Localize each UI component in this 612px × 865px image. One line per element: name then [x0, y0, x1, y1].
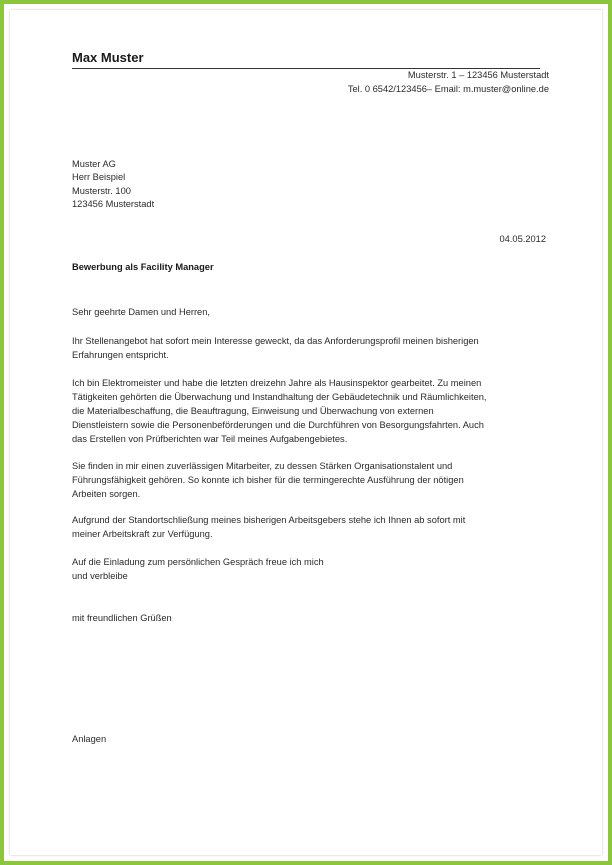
- body-paragraph: [72, 459, 542, 501]
- salutation: [72, 305, 542, 319]
- paragraph-line: Dienstleistern sowie die Personenbeförderungen und die Durchführen von Besorgungsfahrten. Auch: [72, 420, 484, 430]
- paragraph-line: Sie finden in mir einen zuverlässigen Mitarbeiter, zu dessen Stärken Organisationstalent und: [72, 461, 453, 471]
- header-divider: [72, 68, 540, 69]
- sender-name: Max Muster: [72, 50, 144, 65]
- recipient-line: Musterstr. 100: [72, 185, 131, 196]
- letter-date: 04.05.2012: [499, 234, 546, 244]
- recipient-address: [72, 158, 154, 212]
- closing: [72, 611, 542, 625]
- paragraph-line: die Materialbeschaffung, die Beauftragung, Einweisung und Überwachung von externen: [72, 406, 434, 416]
- paragraph-line: Ihr Stellenangebot hat sofort mein Interesse geweckt, da das Anforderungsprofil meinen bisherigen: [72, 336, 479, 346]
- paragraph-line: Erfahrungen entspricht.: [72, 350, 169, 360]
- recipient-line: 123456 Musterstadt: [72, 199, 155, 210]
- paragraph-line: Aufgrund der Standortschließung meines bisherigen Arbeitsgebers stehe ich Ihnen ab sofort mit: [72, 515, 466, 525]
- body-paragraph: [72, 555, 542, 583]
- recipient-line: Muster AG: [72, 159, 116, 169]
- body-paragraph: [72, 334, 542, 362]
- paragraph-line: das Erstellen von Prüfberichten war Teil meines Aufgabengebietes.: [72, 434, 348, 444]
- recipient-line: Herr Beispiel: [72, 172, 126, 183]
- letter-subject: Bewerbung als Facility Manager: [72, 262, 214, 272]
- paragraph-line: Auf die Einladung zum persönlichen Gespräch freue ich mich: [72, 557, 324, 567]
- body-paragraph: [72, 513, 542, 541]
- paragraph-line: und verbleibe: [72, 571, 128, 581]
- paragraph-line: Ich bin Elektromeister und habe die letzten dreizehn Jahre als Hausinspektor gearbeitet. Zu meinen: [72, 378, 482, 388]
- enclosures-text: Anlagen: [72, 734, 107, 744]
- sender-address: Musterstr. 1 – 123456 Musterstadt: [407, 70, 549, 80]
- sender-contact: Tel. 0 6542/123456– Email: m.muster@online.de: [347, 84, 549, 94]
- paragraph-line: Führungsfähigkeit gehören. So konnte ich bisher für die termingerechte Ausführung der nötigen: [72, 475, 464, 485]
- paragraph-line: Arbeiten sorgen.: [72, 489, 141, 499]
- closing-text: mit freundlichen Grüßen: [72, 613, 172, 623]
- body-paragraph: [72, 376, 542, 446]
- enclosures: [72, 732, 542, 746]
- salutation-text: Sehr geehrte Damen und Herren,: [72, 307, 210, 317]
- paragraph-line: Tätigkeiten gehörten die Überwachung und Instandhaltung der Gebäudetechnik und Räumlichkeiten,: [72, 392, 487, 402]
- paragraph-line: meiner Arbeitskraft zur Verfügung.: [72, 529, 213, 539]
